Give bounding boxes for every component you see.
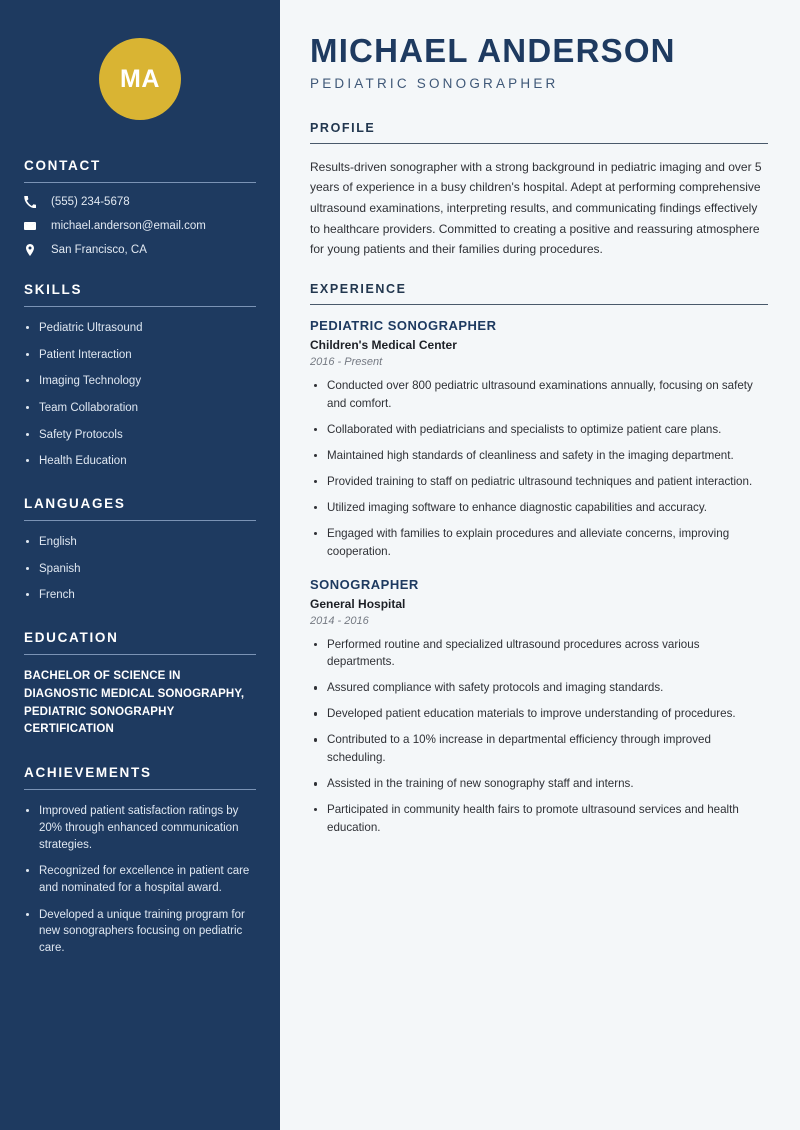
job-company: Children's Medical Center [310, 337, 457, 352]
list-item: Collaborated with pediatricians and specialists to optimize patient care plans. [310, 421, 768, 439]
sidebar-section-languages [24, 496, 256, 604]
contact-location[interactable] [24, 244, 256, 256]
contact-email[interactable] [24, 220, 256, 232]
envelope-icon [24, 220, 42, 232]
list-item: English [24, 534, 256, 551]
sidebar-section-achievements [24, 765, 256, 956]
profile-heading: PROFILE [310, 120, 376, 135]
job-company: General Hospital [310, 596, 406, 611]
list-item: Engaged with families to explain procedures and alleviate concerns, improving cooperation. [310, 525, 768, 561]
achievements-heading: ACHIEVEMENTS [24, 765, 152, 781]
skills-divider [24, 306, 256, 307]
list-item: Improved patient satisfaction ratings by 20% through enhanced communication strategies. [24, 803, 256, 853]
skills-heading: SKILLS [24, 282, 83, 297]
languages-divider [24, 520, 256, 521]
profile-divider [310, 143, 768, 144]
list-item: Developed a unique training program for new sonographers focusing on pediatric care. [24, 907, 256, 957]
section-profile [310, 121, 768, 260]
contact-email-value: michael.anderson@email.com [51, 220, 206, 232]
contact-heading: CONTACT [24, 158, 101, 173]
list-item: Health Education [24, 453, 256, 470]
list-item: Utilized imaging software to enhance diagnostic capabilities and accuracy. [310, 499, 768, 517]
education-divider [24, 654, 256, 655]
location-pin-icon [24, 244, 42, 256]
avatar-container [24, 0, 256, 158]
sidebar-section-skills [24, 282, 256, 470]
page-title: MICHAEL ANDERSON [310, 32, 676, 69]
contact-phone-value: (555) 234-5678 [51, 196, 130, 208]
contact-divider [24, 182, 256, 183]
job-dates: 2016 - Present [310, 355, 383, 368]
list-item: Participated in community health fairs to promote ultrasound services and health education. [310, 801, 768, 837]
job-title: SONOGRAPHER [310, 576, 419, 592]
list-item: Conducted over 800 pediatric ultrasound examinations annually, focusing on safety and comfort. [310, 377, 768, 413]
list-item: Imaging Technology [24, 373, 256, 390]
section-experience [310, 282, 768, 837]
list-item: Pediatric Ultrasound [24, 320, 256, 337]
job-bullet-list [310, 636, 768, 838]
job-title: PEDIATRIC SONOGRAPHER [310, 317, 497, 333]
list-item: Developed patient education materials to improve understanding of procedures. [310, 705, 768, 723]
list-item: Performed routine and specialized ultrasound procedures across various departments. [310, 636, 768, 672]
list-item: Contributed to a 10% increase in departmental efficiency through improved scheduling. [310, 731, 768, 767]
contact-location-value: San Francisco, CA [51, 244, 147, 256]
list-item: Assured compliance with safety protocols and imaging standards. [310, 679, 768, 697]
contact-phone[interactable] [24, 196, 256, 208]
list-item: Team Collaboration [24, 400, 256, 417]
skills-list [24, 320, 256, 470]
job-dates: 2014 - 2016 [310, 614, 369, 627]
experience-divider [310, 304, 768, 305]
list-item: French [24, 587, 256, 604]
list-item: Recognized for excellence in patient care and nominated for a hospital award. [24, 863, 256, 896]
list-item: Provided training to staff on pediatric ultrasound techniques and patient interaction. [310, 473, 768, 491]
education-heading: EDUCATION [24, 630, 119, 646]
list-item: Patient Interaction [24, 347, 256, 364]
job-bullet-list [310, 377, 768, 561]
phone-icon [24, 196, 42, 208]
list-item: Spanish [24, 561, 256, 578]
experience-entry [310, 577, 768, 838]
profile-text: Results-driven sonographer with a strong background in pediatric imaging and over 5 years of experience in a busy children's hospital. Adept at performing comprehensive ultrasound examinations, interpreting results, and communicating findings effectively to healthcare providers. Committed to creating a positive and reassuring atmosphere for young patients and their families during procedures. [310, 159, 762, 257]
list-item: Maintained high standards of cleanliness and safety in the imaging department. [310, 447, 768, 465]
main-content [280, 0, 800, 1130]
experience-entry [310, 318, 768, 561]
achievements-divider [24, 789, 256, 790]
achievements-list [24, 803, 256, 956]
avatar: MA [99, 38, 181, 120]
list-item: Safety Protocols [24, 427, 256, 444]
sidebar [0, 0, 280, 1130]
education-degree: BACHELOR OF SCIENCE IN DIAGNOSTIC MEDICAL SONOGRAPHY, PEDIATRIC SONOGRAPHY CERTIFICATION [24, 670, 245, 736]
languages-heading: LANGUAGES [24, 496, 126, 512]
languages-list [24, 534, 256, 604]
list-item: Assisted in the training of new sonography staff and interns. [310, 775, 768, 793]
experience-heading: EXPERIENCE [310, 281, 407, 296]
job-role-subtitle: PEDIATRIC SONOGRAPHER [310, 75, 559, 91]
sidebar-section-contact [24, 158, 256, 256]
sidebar-section-education [24, 630, 256, 739]
